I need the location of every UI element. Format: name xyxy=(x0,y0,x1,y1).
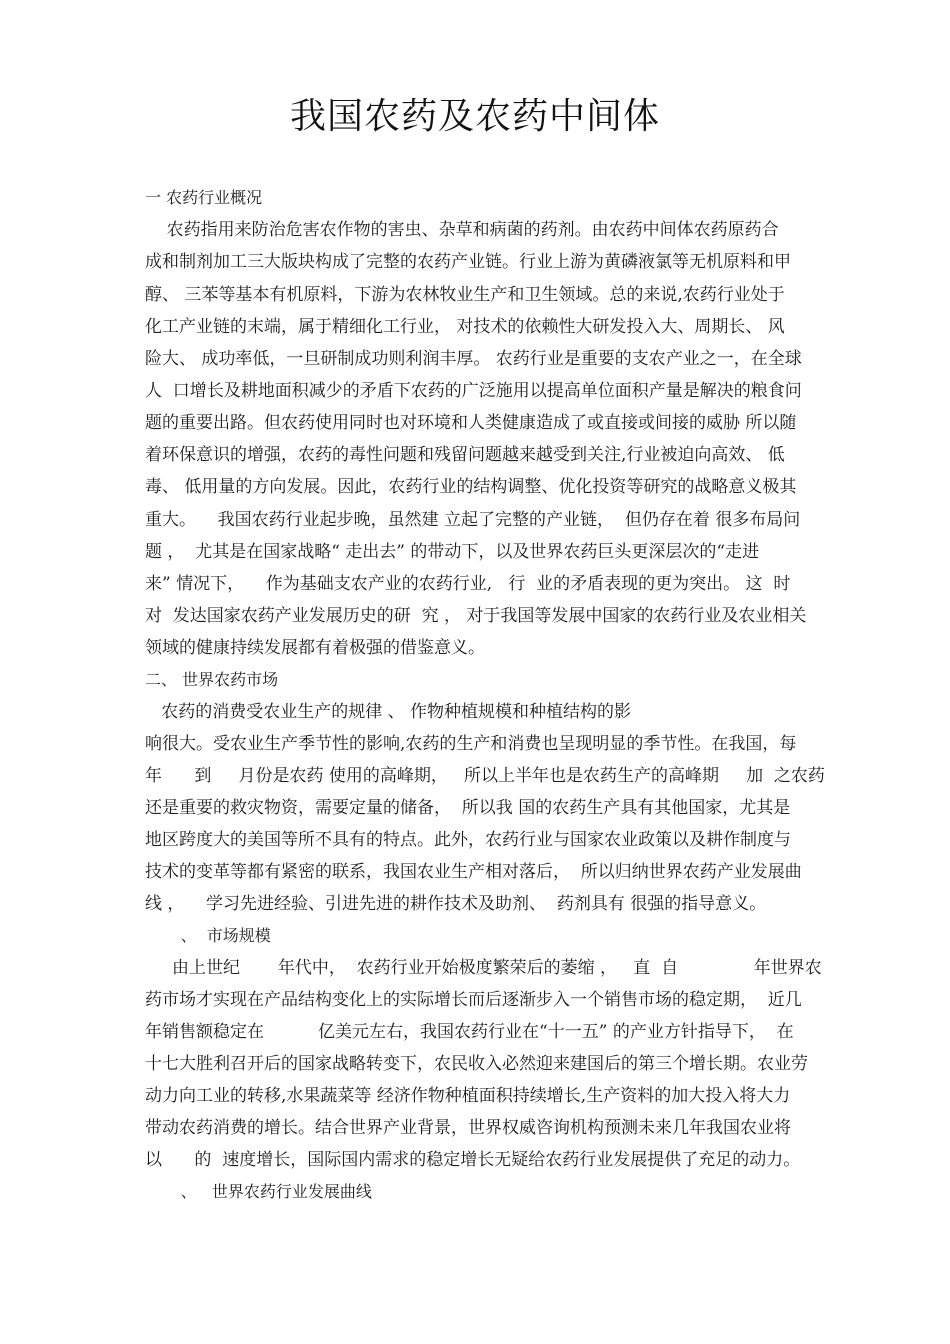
subsection-heading-market-size: 、 市场规模 xyxy=(145,926,271,945)
text-line: 人 口增长及耕地面积减少的矛盾下农药的广泛施用以提高单位面积产量是解决的粮食问 xyxy=(145,381,802,401)
text-line: 动力向工业的转移,水果蔬菜等 经济作物种植面积持续增长,生产资料的加大投入将大力 xyxy=(145,1086,791,1106)
text-line: 以 的 速度增长，国际国内需求的稳定增长无疑给农药行业发展提供了充足的动力。 xyxy=(145,1150,801,1170)
text-line: 还是重要的救灾物资，需要定量的储备， 所以我 国的农药生产具有其他国家，尤其是 xyxy=(145,798,791,818)
text-line: 化工产业链的末端，属于精细化工行业， 对技术的依赖性大研发投入大、周期长、 风 xyxy=(145,317,785,337)
text-line: 年销售额稳定在 亿美元左右，我国农药行业在“十一五” 的产业方针指导下， 在 xyxy=(145,1022,794,1042)
text-line: 对 发达国家农药产业发展历史的研 究 ， 对于我国等发展中国家的农药行业及农业相关 xyxy=(145,606,807,626)
text-line: 醇、 三苯等基本有机原料，下游为农林牧业生产和卫生领域。总的来说,农药行业处于 xyxy=(145,285,785,305)
text-line: 地区跨度大的美国等所不具有的特点。此外，农药行业与国家农业政策以及耕作制度与 xyxy=(145,830,791,850)
text-line: 成和制剂加工三大版块构成了完整的农药产业链。行业上游为黄磷液氯等无机原料和甲 xyxy=(145,252,791,272)
text-line: 带动农药消费的增长。结合世界产业背景，世界权威咨询机构预测未来几年我国农业将 xyxy=(145,1118,791,1138)
text-line: 领域的健康持续发展都有着极强的借鉴意义。 xyxy=(145,638,485,658)
document-title: 我国农药及农药中间体 xyxy=(289,96,660,137)
subsection-heading-development-curve: 、 世界农药行业发展曲线 xyxy=(145,1182,372,1201)
text-line: 险大、 成功率低，一旦研制成功则利润丰厚。 农药行业是重要的支农产业之一，在全球 xyxy=(145,349,802,369)
text-line: 技术的变革等都有紧密的联系，我国农业生产相对落后， 所以归纳世界农药产业发展曲 xyxy=(145,862,802,882)
text-line: 着环保意识的增强，农药的毒性问题和残留问题越来越受到关注,行业被迫向高效、 低 xyxy=(145,445,785,465)
section-heading-1: 一 农药行业概况 xyxy=(145,188,263,207)
text-line: 药市场才实现在产品结构变化上的实际增长而后逐渐步入一个销售市场的稳定期， 近几 xyxy=(145,990,802,1010)
text-line: 来” 情况下， 作为基础支农产业的农药行业, 行 业的矛盾表现的更为突出。 这 时 xyxy=(145,574,791,594)
text-line: 年 到 月份是农药 使用的高峰期， 所以上半年也是农药生产的高峰期 加 之农药 xyxy=(145,766,825,786)
text-line: 由上世纪 年代中， 农药行业开始极度繁荣后的萎缩 ， 直 自 年世界农 xyxy=(145,958,822,978)
text-line: 线 ， 学习先进经验、引进先进的耕作技术及助剂、 药剂具有 很强的指导意义。 xyxy=(145,894,767,914)
text-line: 响很大。受农业生产季节性的影响,农药的生产和消费也呈现明显的季节性。在我国，每 xyxy=(145,734,797,754)
text-line: 重大。 我国农药行业起步晚，虽然建 立起了完整的产业链， 但仍存在着 很多布局问 xyxy=(145,510,801,530)
text-line: 毒、 低用量的方向发展。因此，农药行业的结构调整、优化投资等研究的战略意义极其 xyxy=(145,477,797,497)
text-line: 题的重要出路。但农药使用同时也对环境和人类健康造成了或直接或间接的威胁 所以随 xyxy=(145,413,797,433)
text-line: 农药的消费受农业生产的规律 、 作物种植规模和种植结构的影 xyxy=(145,702,632,722)
text-line: 农药指用来防治危害农作物的害虫、杂草和病菌的药剂。由农药中间体农药原药合 xyxy=(145,220,779,240)
section-heading-2: 二、 世界农药市场 xyxy=(145,670,279,689)
text-line: 题 ， 尤其是在国家战略“ 走出去” 的带动下，以及世界农药巨头更深层次的“走进 xyxy=(145,542,760,562)
text-line: 十七大胜利召开后的国家战略转变下，农民收入必然迎来建国后的第三个增长期。农业劳 xyxy=(145,1054,808,1074)
